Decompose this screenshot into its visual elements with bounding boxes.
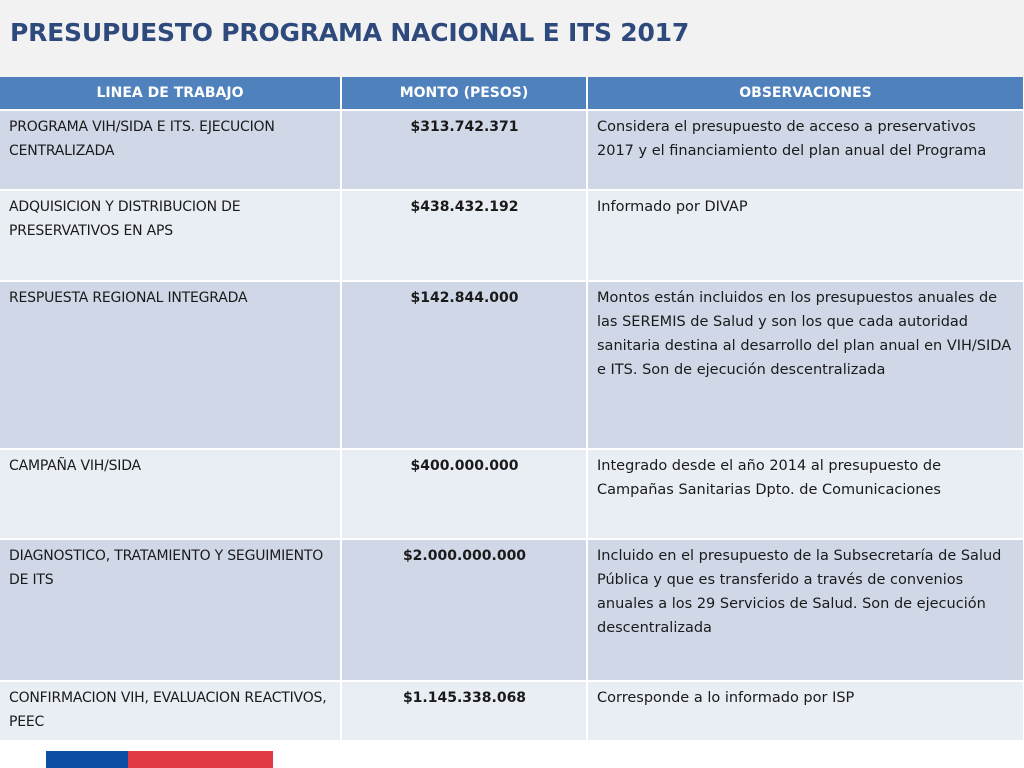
cell-monto: $2.000.000.000 bbox=[341, 539, 587, 681]
flag-stripe bbox=[46, 751, 273, 768]
cell-linea: ADQUISICION Y DISTRIBUCION DE PRESERVATIVOS EN APS bbox=[0, 190, 341, 281]
cell-linea: CONFIRMACION VIH, EVALUACION REACTIVOS, PEEC bbox=[0, 681, 341, 741]
cell-observaciones: Corresponde a lo informado por ISP bbox=[587, 681, 1024, 741]
cell-linea: RESPUESTA REGIONAL INTEGRADA bbox=[0, 281, 341, 449]
cell-observaciones: Incluido en el presupuesto de la Subsecretaría de Salud Pública y que es transferido a través de convenios anuales a los 29 Servicios de Salud. Son de ejecución descentralizada bbox=[587, 539, 1024, 681]
table-row bbox=[0, 539, 1024, 681]
cell-linea: DIAGNOSTICO, TRATAMIENTO Y SEGUIMIENTO DE ITS bbox=[0, 539, 341, 681]
cell-monto: $142.844.000 bbox=[341, 281, 587, 449]
table-header-row bbox=[0, 77, 1024, 110]
flag-blue-segment bbox=[46, 751, 128, 768]
cell-observaciones: Integrado desde el año 2014 al presupuesto de Campañas Sanitarias Dpto. de Comunicaciones bbox=[587, 449, 1024, 539]
budget-table bbox=[0, 77, 1024, 742]
cell-monto: $1.145.338.068 bbox=[341, 681, 587, 741]
table-row bbox=[0, 281, 1024, 449]
header-observaciones: OBSERVACIONES bbox=[587, 77, 1024, 110]
table-row bbox=[0, 681, 1024, 741]
header-monto: MONTO (PESOS) bbox=[341, 77, 587, 110]
title-bar bbox=[0, 0, 1024, 78]
cell-monto: $313.742.371 bbox=[341, 110, 587, 190]
header-linea: LINEA DE TRABAJO bbox=[0, 77, 341, 110]
flag-red-segment bbox=[128, 751, 273, 768]
cell-observaciones: Montos están incluidos en los presupuestos anuales de las SEREMIS de Salud y son los que cada autoridad sanitaria destina al desarrollo del plan anual en VIH/SIDA e ITS. Son de ejecución descentralizada bbox=[587, 281, 1024, 449]
page-title: PRESUPUESTO PROGRAMA NACIONAL E ITS 2017 bbox=[10, 18, 690, 47]
cell-linea: CAMPAÑA VIH/SIDA bbox=[0, 449, 341, 539]
table-row bbox=[0, 449, 1024, 539]
cell-observaciones: Informado por DIVAP bbox=[587, 190, 1024, 281]
cell-linea: PROGRAMA VIH/SIDA E ITS. EJECUCION CENTRALIZADA bbox=[0, 110, 341, 190]
cell-monto: $400.000.000 bbox=[341, 449, 587, 539]
table-row bbox=[0, 110, 1024, 190]
cell-observaciones: Considera el presupuesto de acceso a preservativos 2017 y el financiamiento del plan anual del Programa bbox=[587, 110, 1024, 190]
table-row bbox=[0, 190, 1024, 281]
cell-monto: $438.432.192 bbox=[341, 190, 587, 281]
